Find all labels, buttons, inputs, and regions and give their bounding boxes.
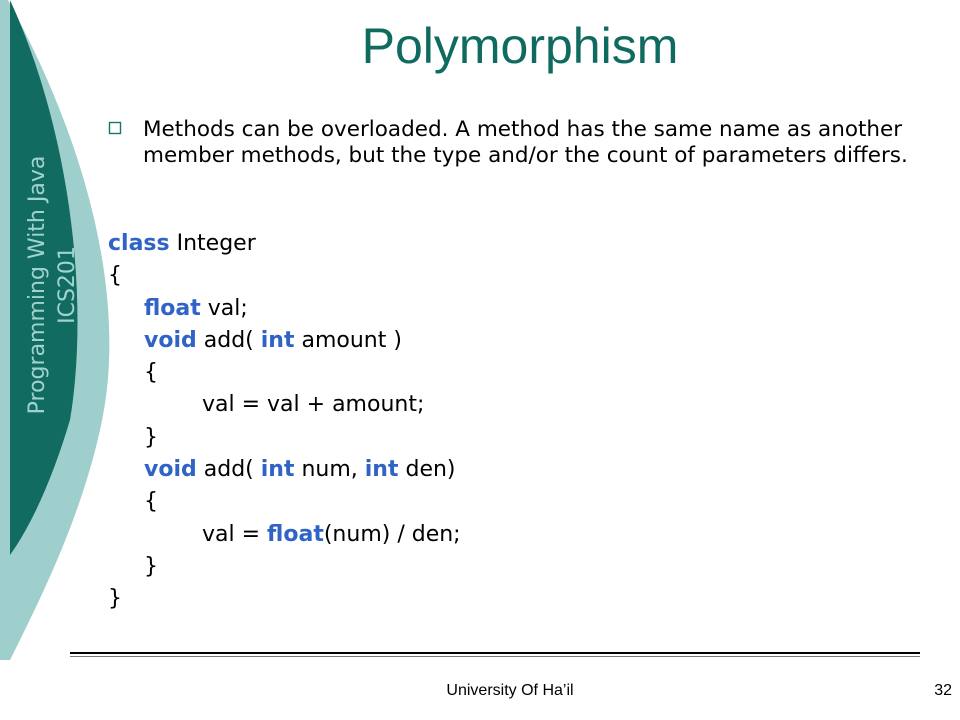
page-number: 32 bbox=[934, 682, 952, 699]
code-keyword: float bbox=[267, 521, 324, 547]
footer-divider bbox=[70, 652, 920, 654]
bullet-text: Methods can be overloaded. A method has the same name as another member methods, but the type and/or the count of parameters differs. bbox=[143, 117, 908, 168]
code-keyword: int bbox=[364, 457, 399, 483]
code-line bbox=[108, 260, 728, 292]
sidebar-course-name: Programming With Java bbox=[25, 155, 50, 415]
code-text: } bbox=[144, 424, 158, 450]
code-text: } bbox=[108, 586, 122, 612]
code-line bbox=[108, 551, 728, 583]
code-line bbox=[108, 228, 728, 260]
code-text: { bbox=[144, 360, 158, 386]
slide-title: Polymorphism bbox=[361, 18, 679, 74]
code-line bbox=[108, 486, 728, 518]
footer-university: University Of Ha’il bbox=[446, 682, 574, 699]
sidebar-course-label bbox=[23, 75, 103, 495]
bullet-item bbox=[108, 117, 908, 169]
code-line bbox=[108, 454, 728, 486]
code-line bbox=[108, 293, 728, 325]
code-text: add( bbox=[196, 457, 261, 483]
code-text: den) bbox=[398, 457, 456, 483]
footer-divider-thin bbox=[70, 656, 920, 657]
code-line bbox=[108, 389, 728, 421]
code-line bbox=[108, 357, 728, 389]
sidebar-course-code: ICS201 bbox=[55, 246, 80, 324]
code-text: (num) / den; bbox=[323, 521, 461, 547]
code-text: num, bbox=[294, 457, 365, 483]
code-text: } bbox=[144, 553, 158, 579]
code-keyword: float bbox=[144, 295, 201, 321]
code-keyword: void bbox=[144, 327, 197, 353]
code-keyword: int bbox=[260, 457, 295, 483]
code-block bbox=[108, 228, 728, 616]
code-line bbox=[108, 325, 728, 357]
code-text: amount ) bbox=[294, 327, 402, 353]
code-text: val = bbox=[202, 521, 268, 547]
code-line bbox=[108, 583, 728, 615]
code-line bbox=[108, 422, 728, 454]
code-keyword: class bbox=[108, 231, 170, 256]
code-text: { bbox=[144, 489, 158, 515]
code-keyword: void bbox=[144, 457, 197, 483]
code-text: add( bbox=[196, 327, 261, 353]
code-keyword: int bbox=[260, 327, 295, 353]
hollow-square-bullet-icon bbox=[108, 121, 122, 135]
code-text: Integer bbox=[169, 231, 256, 256]
code-text: { bbox=[108, 263, 122, 289]
code-text: val; bbox=[200, 295, 248, 321]
code-text: val = val + amount; bbox=[202, 392, 425, 418]
code-line bbox=[108, 519, 728, 551]
